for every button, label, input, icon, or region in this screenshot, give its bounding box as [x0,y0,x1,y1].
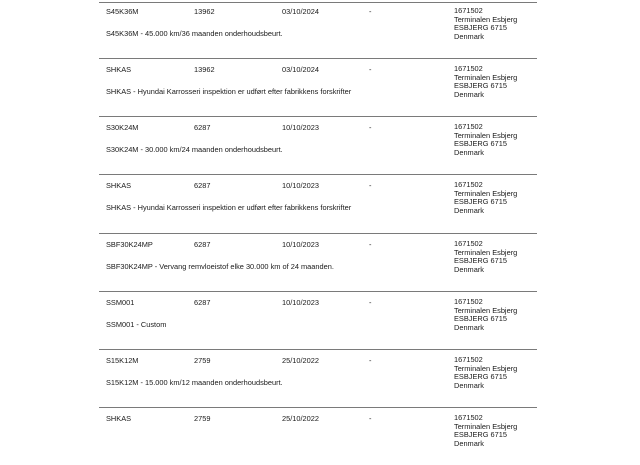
dealer-country: Denmark [454,31,484,41]
service-date: 25/10/2022 [282,356,319,365]
dealer-address [454,356,517,390]
service-description: S15K12M - 15.000 km/12 maanden onderhoudsbeurt. [106,378,283,387]
empty-value: - [369,298,372,307]
empty-value: - [369,414,372,423]
service-description: SHKAS - Hyundai Karrosseri inspektion er udført efter fabrikkens forskrifter [106,87,352,96]
empty-value: - [369,65,372,74]
service-code: SHKAS [106,414,132,423]
service-date: 10/10/2023 [282,123,319,132]
dealer-name: Terminalen Esbjerg [454,305,518,315]
service-record [0,233,640,291]
service-code: SSM001 [106,298,135,307]
service-record [0,349,640,407]
service-description: SHKAS - Hyundai Karrosseri inspektion er udført efter fabrikkens forskrifter [106,203,352,212]
record-divider [99,116,537,117]
dealer-city: ESBJERG 6715 [454,314,507,324]
mileage: 13962 [194,65,215,74]
dealer-country: Denmark [454,438,484,448]
service-date: 03/10/2024 [282,7,319,16]
dealer-name: Terminalen Esbjerg [454,188,518,198]
service-date: 10/10/2023 [282,240,319,249]
dealer-id: 1671502 [454,355,483,364]
dealer-city: ESBJERG 6715 [454,81,507,91]
dealer-city: ESBJERG 6715 [454,23,507,33]
service-code: SHKAS [106,65,132,74]
service-record [0,291,640,349]
dealer-country: Denmark [454,205,484,215]
service-description: S45K36M - 45.000 km/36 maanden onderhoudsbeurt. [106,29,283,38]
dealer-city: ESBJERG 6715 [454,139,507,149]
service-record [0,116,640,174]
service-code: SHKAS [106,181,132,190]
service-code: S45K36M [106,7,139,16]
record-divider [99,291,537,292]
dealer-city: ESBJERG 6715 [454,256,507,266]
record-divider [99,58,537,59]
dealer-id: 1671502 [454,6,483,15]
record-divider [99,407,537,408]
record-divider [99,174,537,175]
service-record [0,174,640,232]
dealer-name: Terminalen Esbjerg [454,72,518,82]
dealer-id: 1671502 [454,239,483,248]
dealer-address [454,240,517,274]
dealer-address [454,7,517,41]
service-record [0,58,640,116]
dealer-country: Denmark [454,264,484,274]
dealer-address [454,65,517,99]
dealer-address [454,123,517,157]
dealer-country: Denmark [454,380,484,390]
service-date: 10/10/2023 [282,181,319,190]
dealer-name: Terminalen Esbjerg [454,247,518,257]
service-date: 10/10/2023 [282,298,319,307]
record-divider [99,349,537,350]
mileage: 13962 [194,7,215,16]
service-description: S30K24M - 30.000 km/24 maanden onderhoudsbeurt. [106,145,283,154]
mileage: 6287 [194,298,211,307]
dealer-country: Denmark [454,147,484,157]
dealer-country: Denmark [454,89,484,99]
service-code: S30K24M [106,123,139,132]
dealer-name: Terminalen Esbjerg [454,421,518,431]
dealer-address [454,414,517,448]
dealer-city: ESBJERG 6715 [454,197,507,207]
mileage: 2759 [194,414,211,423]
service-description: SSM001 - Custom [106,320,167,329]
dealer-id: 1671502 [454,413,483,422]
service-code: S15K12M [106,356,139,365]
service-record [0,0,640,58]
service-record [0,407,640,465]
mileage: 6287 [194,123,211,132]
dealer-address [454,181,517,215]
service-date: 25/10/2022 [282,414,319,423]
empty-value: - [369,7,372,16]
record-divider [99,233,537,234]
dealer-address [454,298,517,332]
dealer-country: Denmark [454,322,484,332]
service-description: SBF30K24MP - Vervang remvloeistof elke 30.000 km of 24 maanden. [106,262,334,271]
dealer-name: Terminalen Esbjerg [454,130,518,140]
dealer-city: ESBJERG 6715 [454,430,507,440]
dealer-id: 1671502 [454,122,483,131]
service-code: SBF30K24MP [106,240,153,249]
dealer-id: 1671502 [454,180,483,189]
mileage: 6287 [194,240,211,249]
dealer-city: ESBJERG 6715 [454,372,507,382]
record-divider [99,2,537,3]
mileage: 6287 [194,181,211,190]
empty-value: - [369,123,372,132]
empty-value: - [369,356,372,365]
dealer-name: Terminalen Esbjerg [454,14,518,24]
dealer-id: 1671502 [454,297,483,306]
service-date: 03/10/2024 [282,65,319,74]
dealer-name: Terminalen Esbjerg [454,363,518,373]
empty-value: - [369,181,372,190]
mileage: 2759 [194,356,211,365]
empty-value: - [369,240,372,249]
dealer-id: 1671502 [454,64,483,73]
